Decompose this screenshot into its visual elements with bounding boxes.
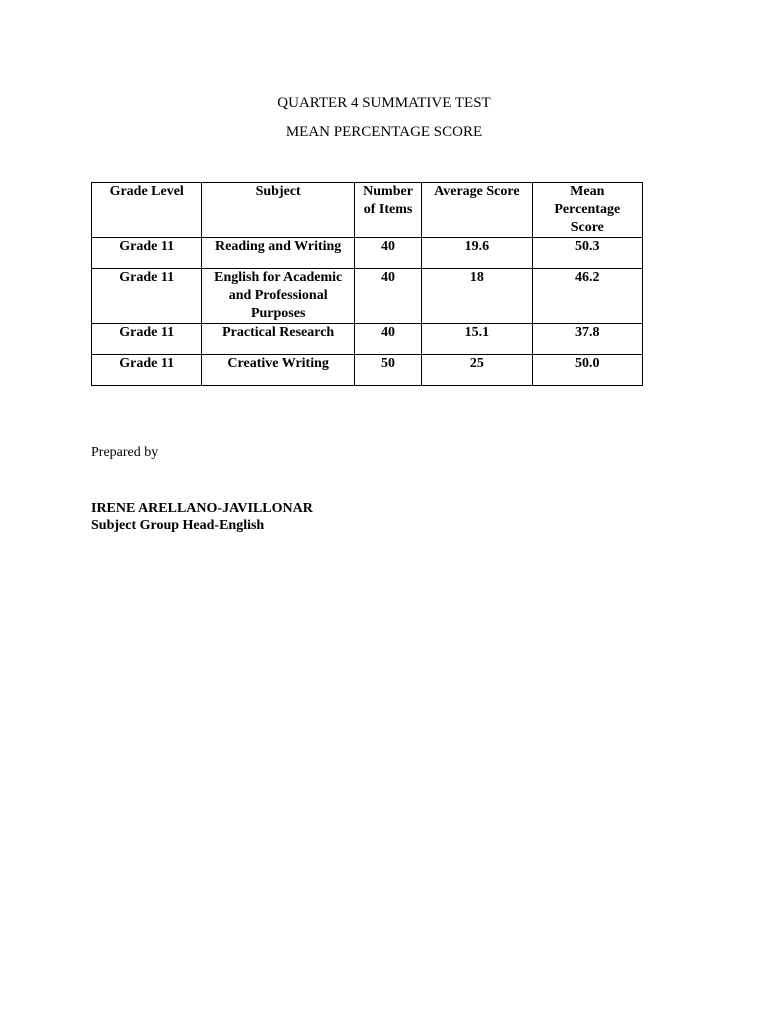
header-grade-level: Grade Level <box>92 183 202 238</box>
signature-block <box>91 500 313 534</box>
table-row <box>92 324 643 355</box>
prepared-by-label: Prepared by <box>91 445 159 460</box>
cell-average: 15.1 <box>422 324 532 355</box>
cell-items: 40 <box>354 324 421 355</box>
cell-grade: Grade 11 <box>92 324 202 355</box>
table-row <box>92 355 643 386</box>
signer-name: IRENE ARELLANO-JAVILLONAR <box>91 501 313 516</box>
cell-average: 25 <box>422 355 532 386</box>
header-average-score: Average Score <box>422 183 532 238</box>
mps-table <box>91 182 643 386</box>
cell-items: 50 <box>354 355 421 386</box>
cell-items: 40 <box>354 269 421 324</box>
document-subtitle: MEAN PERCENTAGE SCORE <box>285 124 483 140</box>
document-title: QUARTER 4 SUMMATIVE TEST <box>277 95 491 111</box>
cell-mps: 37.8 <box>532 324 642 355</box>
cell-grade: Grade 11 <box>92 269 202 324</box>
cell-average: 19.6 <box>422 238 532 269</box>
cell-subject: English for Academic and Professional Purposes <box>202 269 355 324</box>
signer-position: Subject Group Head-English <box>91 518 265 533</box>
cell-subject: Creative Writing <box>202 355 355 386</box>
cell-subject: Reading and Writing <box>202 238 355 269</box>
cell-grade: Grade 11 <box>92 355 202 386</box>
cell-mps: 50.0 <box>532 355 642 386</box>
table-row <box>92 238 643 269</box>
header-subject: Subject <box>202 183 355 238</box>
cell-items: 40 <box>354 238 421 269</box>
cell-mps: 50.3 <box>532 238 642 269</box>
cell-mps: 46.2 <box>532 269 642 324</box>
table-header-row <box>92 183 643 238</box>
cell-subject: Practical Research <box>202 324 355 355</box>
header-number-of-items: Number of Items <box>354 183 421 238</box>
header-mean-percentage-score: Mean Percentage Score <box>532 183 642 238</box>
cell-average: 18 <box>422 269 532 324</box>
table-row <box>92 269 643 324</box>
cell-grade: Grade 11 <box>92 238 202 269</box>
